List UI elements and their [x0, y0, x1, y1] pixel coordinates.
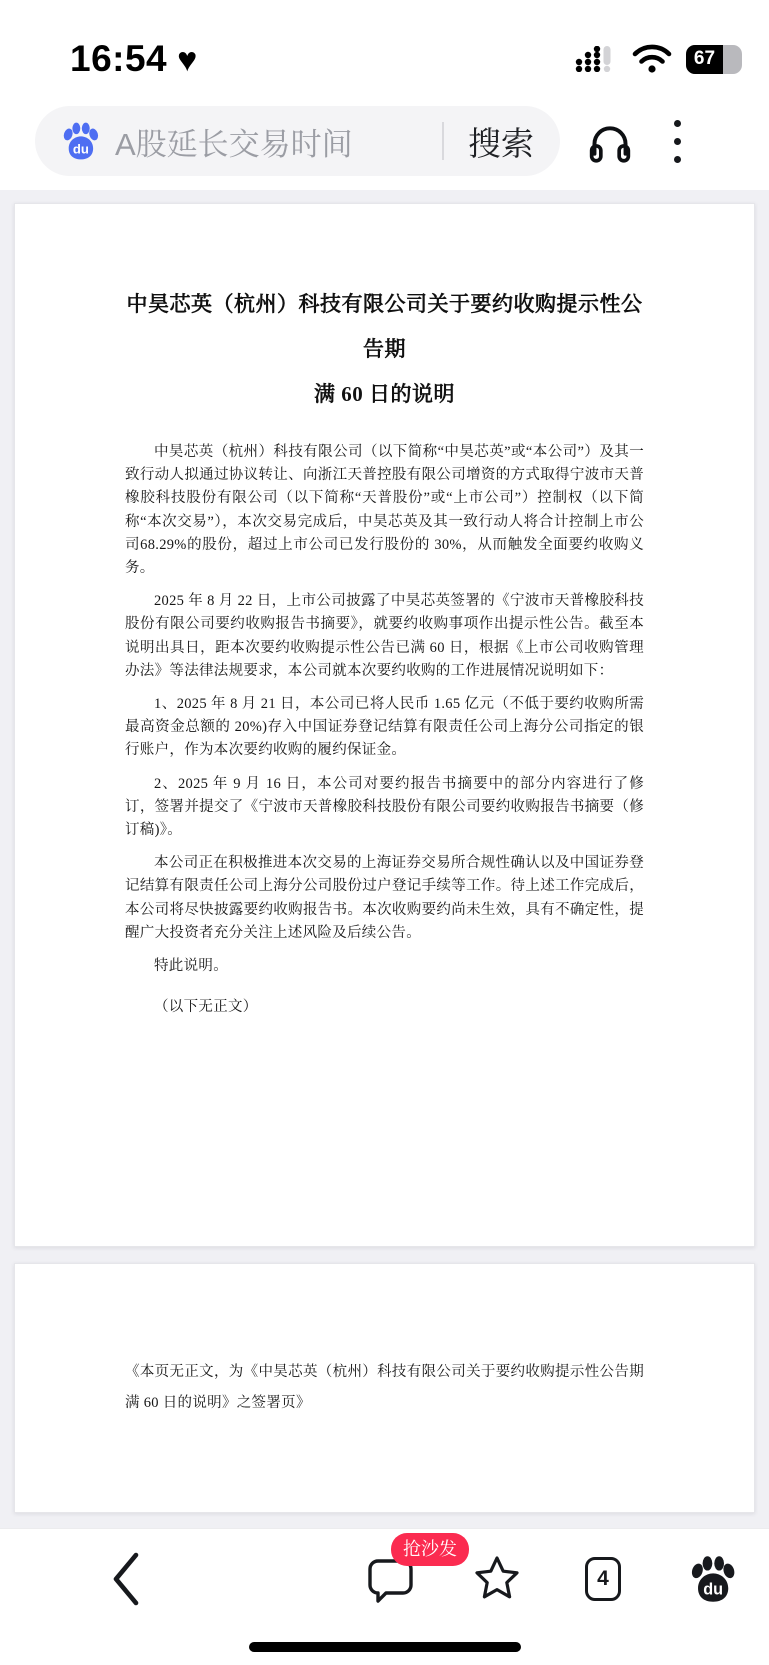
doc-paragraph: 2、2025 年 9 月 16 日，本公司对要约报告书摘要中的部分内容进行了修订，签署并提交了《宁波市天普橡胶科技股份有限公司要约收购报告书摘要（修订稿)》。 [125, 775, 644, 839]
star-icon [470, 1552, 524, 1606]
tab-count-box [585, 1557, 621, 1601]
doc-paragraph: 1、2025 年 8 月 21 日，本公司已将人民币 1.65 亿元（不低于要约收购所需最高资金总额的 20%)存入中国证券登记结算有限责任公司上海分公司指定的银行账户，作为本次要约收购的履约保证金。 [125, 696, 644, 759]
document-viewer[interactable] [0, 190, 769, 1528]
baidu-home-button[interactable] [686, 1553, 738, 1605]
comments-button[interactable] [365, 1539, 457, 1605]
listen-button[interactable] [586, 117, 634, 165]
doc-paragraph: 本公司正在积极推进本次交易的上海证券交易所合规性确认以及中国证券登记结算有限责任公司上海分公司股份过户登记手续等工作。待上述工作完成后，本公司将尽快披露要约收购报告书。本次收购要约尚未生效，具有不确定性，提醒广大投资者充分关注上述风险及后续公告。 [125, 855, 644, 941]
first-comment-badge[interactable]: 抢沙发 [391, 1533, 469, 1566]
pdf-page-1 [14, 203, 755, 1247]
headphones-icon [586, 117, 634, 165]
doc-paragraph: （以下无正文） [154, 999, 258, 1016]
clock: 16:54 [70, 38, 168, 79]
status-bar [0, 0, 769, 100]
bottom-toolbar [0, 1528, 769, 1665]
home-indicator[interactable] [249, 1642, 521, 1652]
search-header [0, 100, 769, 190]
status-left [70, 38, 197, 80]
doc-paragraph: 特此说明。 [154, 958, 228, 975]
more-menu-button[interactable] [668, 114, 687, 169]
signature-page-note: 《本页无正文，为《中昊芯英（杭州）科技有限公司关于要约收购提示性公告期满 60 日的说明》之签署页》 [125, 1364, 644, 1411]
favorite-button[interactable] [470, 1552, 524, 1606]
search-button[interactable]: 搜索 [468, 118, 534, 165]
battery-indicator [686, 45, 735, 74]
status-right [574, 44, 735, 74]
search-query-text[interactable]: A股延长交易时间 [115, 126, 353, 162]
back-button[interactable] [108, 1550, 142, 1608]
svg-text:du: du [703, 1580, 724, 1599]
document-title-line2: 满 60 日的说明 [314, 382, 455, 406]
tab-count: 4 [597, 1567, 609, 1590]
search-divider [442, 122, 444, 160]
cellular-signal-icon [574, 46, 618, 72]
pdf-page-2 [14, 1263, 755, 1513]
search-input[interactable] [35, 106, 560, 176]
heart-icon: ♥ [177, 41, 198, 79]
back-chevron-icon [108, 1550, 142, 1608]
battery-percent: 67 [693, 48, 716, 69]
doc-paragraph: 中昊芯英（杭州）科技有限公司（以下简称“中昊芯英”或“本公司”）及其一致行动人拟通过协议转让、向浙江天普控股有限公司增资的方式取得宁波市天普橡胶科技股份有限公司（以下简称“天普股份”或“上市公司”）控制权（以下简称“本次交易”），本次交易完成后，中昊芯英及其一致行动人将合计控制上市公司68.29%的股份，超过上市公司已发行股份的 30%，从而触发全面要约收购义务。 [125, 444, 644, 577]
tabs-button[interactable] [585, 1557, 621, 1601]
svg-text:du: du [72, 141, 89, 157]
wifi-icon [632, 44, 672, 74]
baidu-logo-icon [59, 120, 101, 162]
document-title [125, 282, 644, 417]
document-body [125, 441, 644, 1019]
document-title-line1: 中昊芯英（杭州）科技有限公司关于要约收购提示性公告期 [126, 292, 643, 361]
doc-paragraph: 2025 年 8 月 22 日，上市公司披露了中昊芯英签署的《宁波市天普橡胶科技股份有限公司要约收购报告书摘要》，就要约收购事项作出提示性公告。截至本说明出具日，距本次要约收购提示性公告已满 60 日，根据《上市公司收购管理办法》等法律法规要求，本公司就本次要约收购的工作进展情况说明如下： [125, 593, 644, 679]
baidu-paw-icon [686, 1553, 738, 1605]
